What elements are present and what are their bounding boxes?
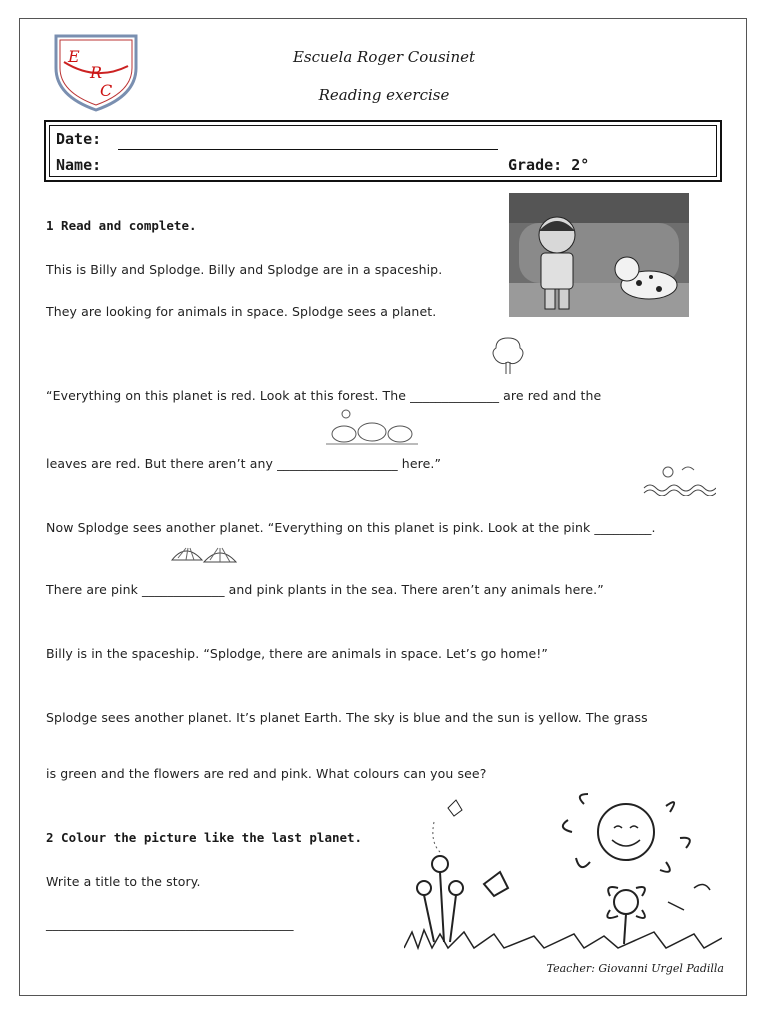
name-label: Name: [56,156,102,174]
story-line-6: There are pink _____________ and pink plants in the sea. There aren’t any animals here.” [46,582,604,597]
story-line-7: Billy is in the spaceship. “Splodge, there are animals in space. Let’s go home!” [46,646,548,661]
story-line-1: This is Billy and Splodge. Billy and Splodge are in a spaceship. [46,262,443,277]
sun-flowers-colouring-picture [404,792,722,952]
grade-label: Grade: 2° [508,156,590,174]
section1-heading: 1 Read and complete. [46,218,197,233]
animals-icon [324,406,420,446]
story-line-8: Splodge sees another planet. It’s planet Earth. The sky is blue and the sun is yellow. The grass [46,710,648,725]
shells-icon [168,540,238,570]
school-name: Escuela Roger Cousinet [292,48,476,66]
teacher-credit: Teacher: Giovanni Urgel Padilla [546,962,724,975]
title-instruction: Write a title to the story. [46,874,201,889]
tree-icon [486,332,530,376]
story-line-9: is green and the flowers are red and pink. What colours can you see? [46,766,487,781]
billy-and-splodge-picture [509,193,689,317]
date-line [118,149,498,150]
date-label: Date: [56,130,102,148]
student-info-box [44,120,722,182]
sun-and-sea-icon [642,462,716,496]
story-line-2: They are looking for animals in space. Splodge sees a planet. [46,304,437,319]
title-answer-line[interactable]: _______________________________________ [46,916,294,931]
section2-heading: 2 Colour the picture like the last planet. [46,830,363,845]
svg-text:E: E [68,47,80,66]
story-line-3: “Everything on this planet is red. Look at this forest. The ______________ are red and the [46,388,602,403]
story-line-4: leaves are red. But there aren’t any ___________________ here.” [46,456,442,471]
svg-text:C: C [100,81,113,100]
svg-text:R: R [90,63,103,82]
worksheet-subtitle: Reading exercise [318,86,450,104]
story-line-5: Now Splodge sees another planet. “Everything on this planet is pink. Look at the pink _________. [46,520,656,535]
